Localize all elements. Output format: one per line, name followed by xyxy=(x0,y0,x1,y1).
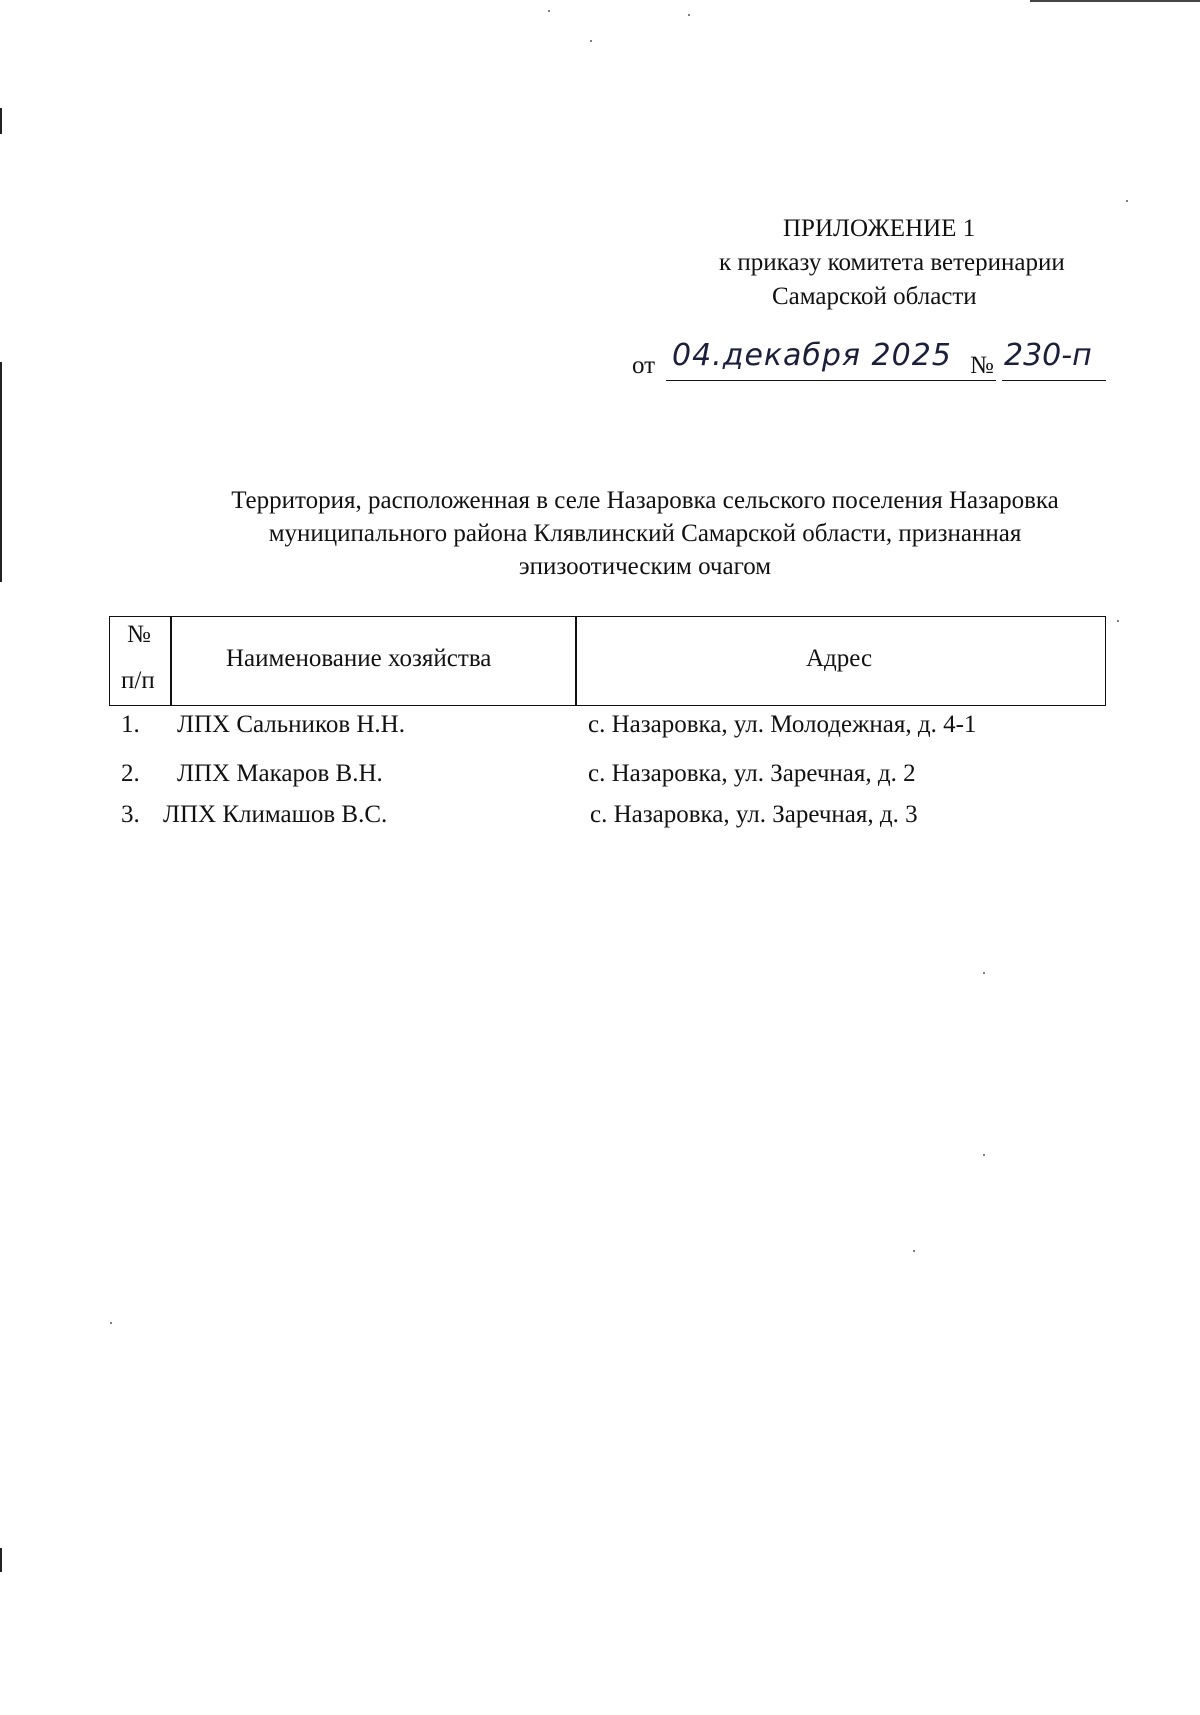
row-number: 1. xyxy=(121,711,140,738)
header-number-sign: № xyxy=(127,621,151,648)
order-date-number-line xyxy=(632,340,1112,384)
scan-edge-mark xyxy=(0,108,2,134)
row-address: с. Назаровка, ул. Заречная, д. 3 xyxy=(590,801,918,828)
appendix-title: ПРИЛОЖЕНИЕ 1 xyxy=(783,215,976,242)
scan-dust xyxy=(1126,200,1128,202)
header-farm-name: Наименование хозяйства xyxy=(226,645,492,672)
table-header xyxy=(109,616,1106,706)
order-from-label: от xyxy=(632,352,656,379)
appendix-reference: к приказу комитета ветеринарии xyxy=(719,249,1065,276)
row-farm-name: ЛПХ Макаров В.Н. xyxy=(177,760,383,787)
column-divider xyxy=(170,617,172,705)
title-line: эпизоотическим очагом xyxy=(518,553,772,580)
scan-top-rule xyxy=(1030,0,1200,2)
scan-dust xyxy=(1117,620,1119,622)
title-line: Территория, расположенная в селе Назаровка сельского поселения Назаровка xyxy=(231,487,1059,514)
order-date-handwritten: 04.декабря 2025 xyxy=(672,338,952,373)
document-title xyxy=(150,484,1140,583)
row-address: с. Назаровка, ул. Молодежная, д. 4-1 xyxy=(588,711,977,738)
appendix-region: Самарской области xyxy=(772,283,977,310)
header-address: Адрес xyxy=(806,645,873,672)
scan-dust xyxy=(110,1322,112,1324)
row-farm-name: ЛПХ Сальников Н.Н. xyxy=(177,711,405,738)
scan-dust xyxy=(913,1250,915,1252)
order-number-handwritten: 230-п xyxy=(1004,338,1092,373)
scan-dust xyxy=(688,14,690,16)
row-number: 2. xyxy=(121,760,140,787)
scan-edge-mark xyxy=(0,1548,2,1572)
order-number-label: № xyxy=(970,352,994,379)
scan-dust xyxy=(548,10,550,12)
scan-edge-mark xyxy=(0,362,2,582)
row-address: с. Назаровка, ул. Заречная, д. 2 xyxy=(588,760,916,787)
row-number: 3. xyxy=(121,801,140,828)
title-line: муниципального района Клявлинский Самарской области, признанная xyxy=(268,520,1022,547)
column-divider xyxy=(575,617,577,705)
row-farm-name: ЛПХ Климашов В.С. xyxy=(163,801,388,828)
scan-dust xyxy=(983,1154,985,1156)
header-number-abbr: п/п xyxy=(121,667,155,694)
scan-dust xyxy=(983,972,985,974)
scan-dust xyxy=(590,40,592,42)
